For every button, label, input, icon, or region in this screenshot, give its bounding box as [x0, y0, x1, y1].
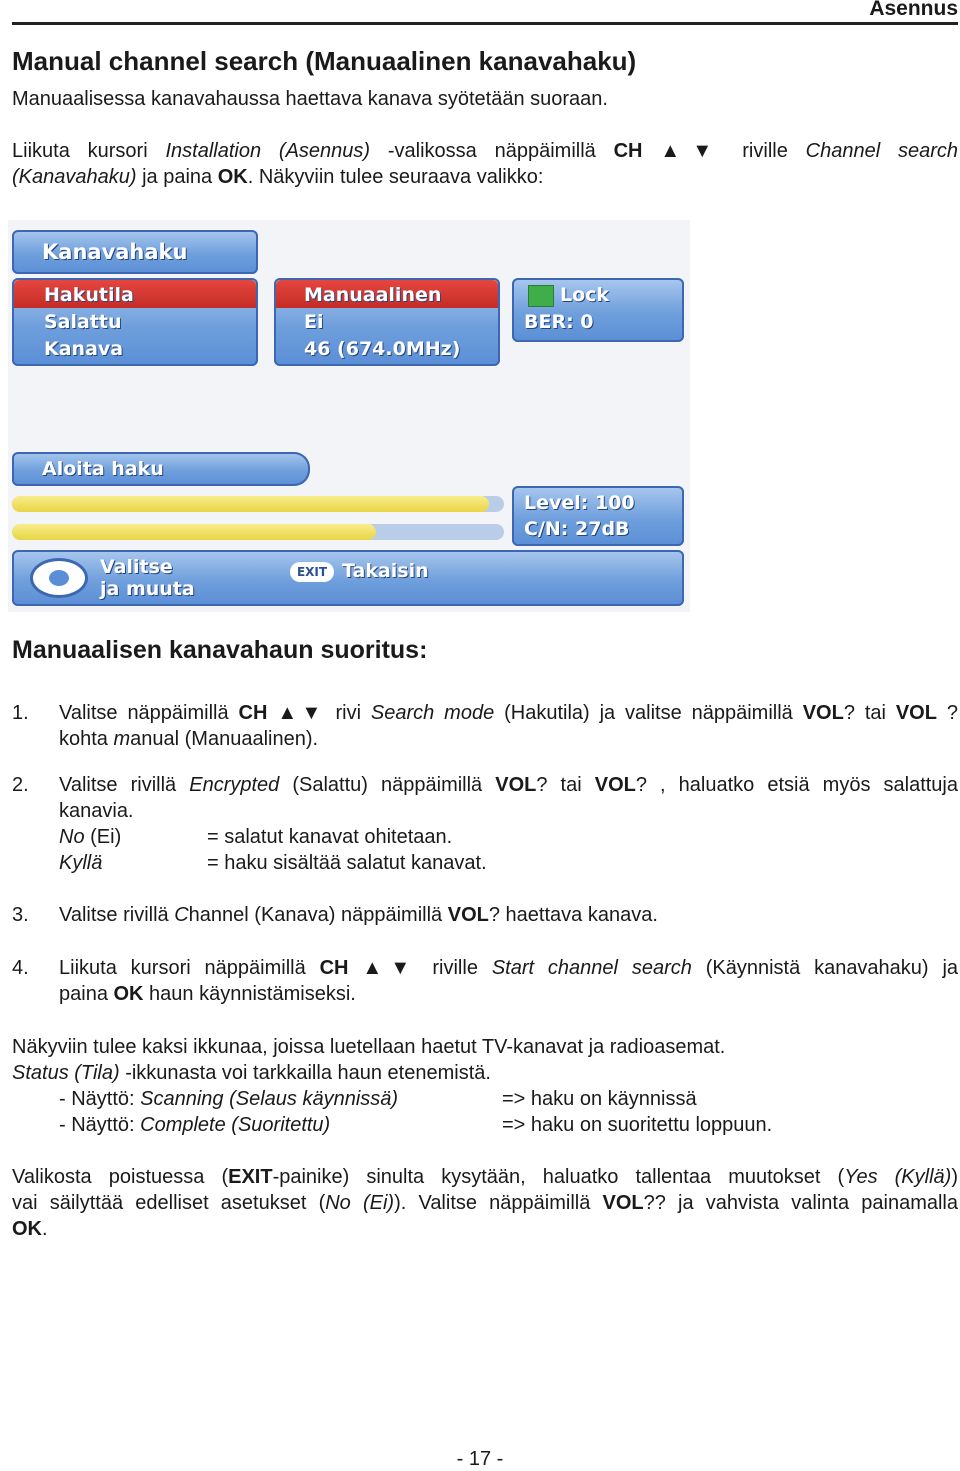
exit-text-line-1: Valikosta poistuessa (EXIT-painike) sinulta kysytään, haluatko tallentaa muutokset (Yes (Kyllä)): [12, 1166, 958, 1188]
cn-value: C/N: 27dB: [524, 518, 630, 540]
start-search-panel[interactable]: [12, 452, 310, 486]
menu-title: Kanavahaku: [42, 240, 188, 264]
help-bar: [12, 550, 684, 606]
signal-level-track: [12, 524, 504, 540]
step-4: [12, 955, 958, 1007]
status-text: Status (Tila) -ikkunasta voi tarkkailla haun etenemistä.: [12, 1062, 491, 1084]
menu-value-channel[interactable]: 46 (674.0MHz): [304, 338, 461, 360]
instruction-line-2: (Kanavahaku) ja paina OK. Näkyviin tulee seuraava valikko:: [12, 166, 544, 188]
option-no: No (Ei): [59, 826, 122, 848]
menu-label-channel[interactable]: Kanava: [44, 338, 124, 360]
signal-level-bar: [12, 524, 376, 540]
option-no-desc: = salatut kanavat ohitetaan.: [207, 826, 453, 848]
step-number: 2.: [12, 774, 29, 796]
option-yes: Kyllä: [59, 852, 103, 874]
step-2-line-1: Valitse rivillä Encrypted (Salattu) näppäimillä VOL? tai VOL? , haluatko etsiä myös salattuja: [59, 774, 959, 796]
header-rule: [12, 22, 958, 25]
help-select-line1: Valitse: [100, 556, 173, 578]
help-back-label: Takaisin: [342, 560, 429, 582]
step-number: 3.: [12, 904, 29, 926]
step-4-line-2: paina OK haun käynnistämiseksi.: [59, 983, 356, 1005]
signal-quality-bar: [12, 496, 489, 512]
status-complete-result: => haku on suoritettu loppuun.: [502, 1114, 773, 1136]
windows-text: Näkyviin tulee kaksi ikkunaa, joissa luetellaan haetut TV-kanavat ja radioasemat.: [12, 1036, 726, 1058]
status-scanning: - Näyttö: Scanning (Selaus käynnissä): [59, 1088, 399, 1110]
exit-text-line-2: vai säilyttää edelliset asetukset (No (Ei)). Valitse näppäimillä VOL?? ja vahvista valinta painamalla: [12, 1192, 958, 1214]
step-4-line-1: Liikuta kursori näppäimillä CH ▲▼ riville Start channel search (Käynnistä kanavahaku) ja: [59, 957, 959, 979]
step-number: 1.: [12, 702, 29, 724]
step-1-line-2: kohta manual (Manuaalinen).: [59, 728, 319, 750]
help-select-line2: ja muuta: [100, 578, 195, 600]
menu-value-encrypted[interactable]: Ei: [304, 311, 324, 333]
menu-screenshot: [8, 220, 690, 612]
exit-key-icon: EXIT: [290, 562, 334, 582]
step-1: [12, 700, 958, 752]
menu-label-encrypted[interactable]: Salattu: [44, 311, 122, 333]
option-yes-desc: = haku sisältää salatut kanavat.: [207, 852, 487, 874]
step-1-line-1: Valitse näppäimillä CH ▲▼ rivi Search mode (Hakutila) ja valitse näppäimillä VOL? tai VOL ?: [59, 702, 958, 724]
section-subtitle: Manuaalisen kanavahaun suoritus:: [12, 636, 428, 664]
step-3-line-1: Valitse rivillä Channel (Kanava) näppäimillä VOL? haettava kanava.: [59, 904, 658, 926]
level-value: Level: 100: [524, 492, 635, 514]
step-2: [12, 772, 958, 824]
exit-text-line-3: OK.: [12, 1218, 48, 1240]
section-header: Asennus: [869, 0, 958, 20]
page-title: Manual channel search (Manuaalinen kanavahaku): [12, 46, 637, 76]
signal-quality-track: [12, 496, 504, 512]
intro-text: Manuaalisessa kanavahaussa haettava kanava syötetään suoraan.: [12, 88, 608, 110]
navigation-keys-icon: [30, 558, 88, 598]
ber-value: BER: 0: [524, 311, 594, 333]
signal-info-panel: [512, 486, 684, 546]
start-search-label[interactable]: Aloita haku: [42, 458, 164, 480]
menu-labels-panel: [12, 278, 258, 366]
instruction-line-1: Liikuta kursori Installation (Asennus) -valikossa näppäimillä CH ▲▼ riville Channel search: [12, 140, 959, 162]
step-2-line-2: kanavia.: [59, 800, 134, 822]
menu-value-search-mode[interactable]: Manuaalinen: [304, 284, 442, 306]
step-3: [12, 902, 958, 928]
lock-label: Lock: [560, 284, 610, 306]
status-complete: - Näyttö: Complete (Suoritettu): [59, 1114, 331, 1136]
lock-panel: [512, 278, 684, 342]
page-number: - 17 -: [456, 1448, 504, 1470]
menu-label-search-mode[interactable]: Hakutila: [44, 284, 134, 306]
lock-status-icon: [528, 285, 554, 307]
status-scanning-result: => haku on käynnissä: [502, 1088, 697, 1110]
menu-title-panel: [12, 230, 258, 274]
menu-values-panel: [274, 278, 500, 366]
step-number: 4.: [12, 957, 29, 979]
